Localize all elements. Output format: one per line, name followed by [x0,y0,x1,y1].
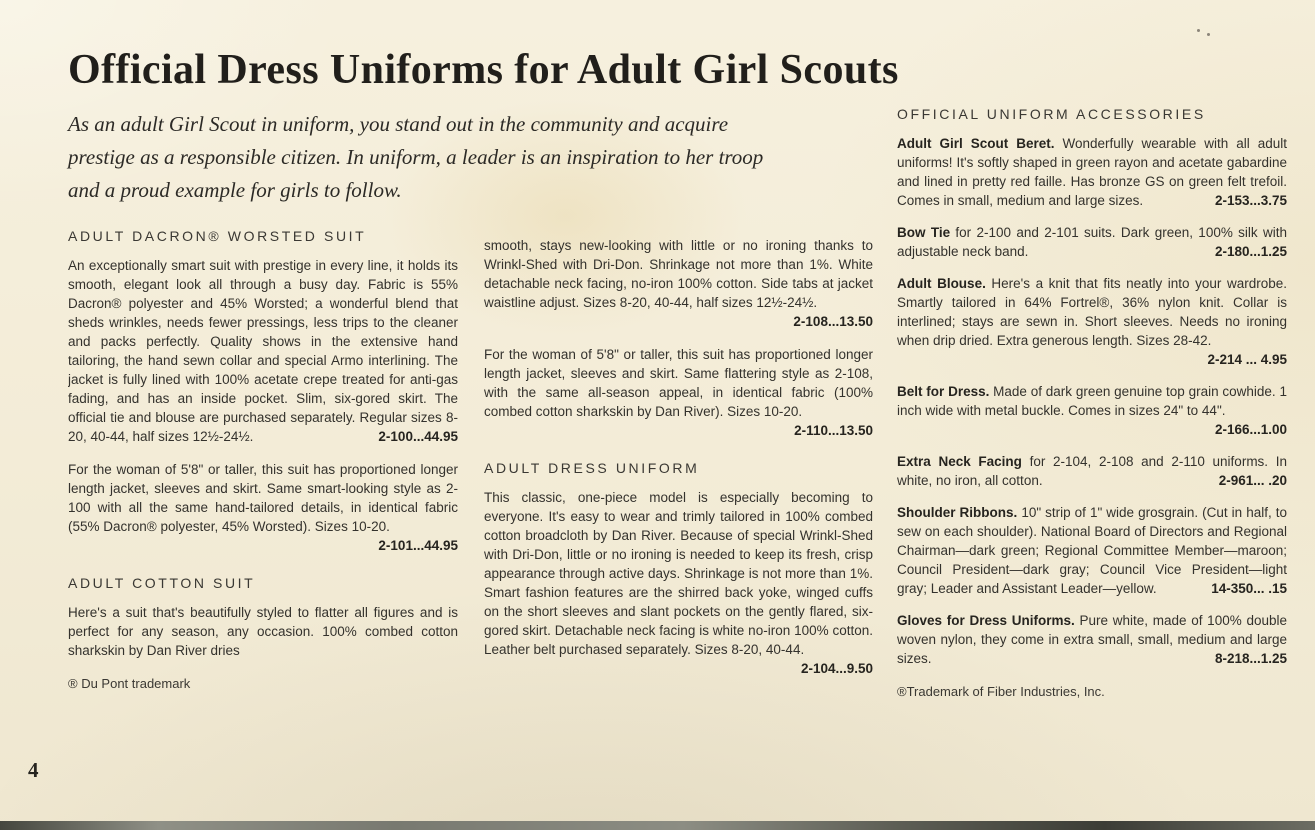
paragraph-text: For the woman of 5'8" or taller, this suit has proportioned longer length jacket, sleeves and skirt. Same flattering style as 2-108, with the same all-season appeal, in identical fabric (100% combed cotton sharkskin by Dan River). Sizes 10-20. [484,347,873,419]
paragraph-dress-uniform [484,488,873,678]
intro-paragraph: As an adult Girl Scout in uniform, you stand out in the community and acquire prestige as a responsible citizen. In uniform, a leader is an inspiration to her troop and a proud example for girls to follow. [68,112,764,202]
item-lead: Adult Blouse. [897,276,986,291]
paragraph-dacron-suit-tall [68,460,458,555]
paragraph-text: For the woman of 5'8" or taller, this suit has proportioned longer length jacket, sleeves and skirt. Same smart-looking style as 2-100 with all the same hand-tailored details, in identical fabric (55% Dacron® polyester, 45% Worsted). Sizes 10-20. [68,462,458,534]
item-body: for 2-100 and 2-101 suits. Dark green, 100% silk with adjustable neck band. [897,225,1287,259]
accessory-item-gloves [897,611,1287,668]
item-body: Here's a knit that fits neatly into your wardrobe. Smartly tailored in 64% Fortrel®, 36% nylon knit. Collar is interlined; stays are sewn in. Short sleeves. Needs no ironing when drip dried. Extra generous length. Sizes 28-42. [897,276,1287,348]
accessory-item-belt-for-dress [897,382,1287,439]
paragraph-text: This classic, one-piece model is especially becoming to everyone. It's easy to wear and trimly tailored in 100% combed cotton broadcloth by Dan River. Because of special Wrinkl-Shed with Dri-Don, little or no ironing is needed to keep its fresh, crisp appearance through active days. Shrinkage is not more than 1%. Smart fashion features are the shirred back yoke, winged cuffs on the short sleeves and slant pockets on the gently flared, six-gored skirt. Detachable neck facing is white no-iron 100% cotton. Leather belt purchased separately. Sizes 8-20, 40-44. [484,490,873,657]
item-body: Made of dark green genuine top grain cowhide. 1 inch wide with metal buckle. Comes in sizes 24" to 44". [897,384,1287,418]
scan-speck [1197,29,1200,32]
page-number: 4 [28,758,39,782]
item-body: Wonderfully wearable with all adult uniforms! It's softly shaped in green rayon and acetate gabardine and lined in pretty red faille. Has bronze GS on green felt trefoil. Comes in small, medium and large sizes. [897,136,1287,208]
paragraph-text: smooth, stays new-looking with little or no ironing thanks to Wrinkl-Shed with Dri-Don. Shrinkage not more than 1%. White detachable neck facing, no-iron 100% cotton. Side tabs at jacket waistline adjust. Sizes 8-20, 40-44, half sizes 12½-24½. [484,238,873,310]
item-body: 10" strip of 1" wide grosgrain. (Cut in half, to sew on each shoulder). National Board of Directors and Regional Chairman—dark green; Regional Committee Member—maroon; Council President—dark gray; Council Vice President—light gray; Leader and Assistant Leader—yellow. [897,505,1287,596]
price-code-2-214: 2-214 ... 4.95 [1207,352,1287,367]
accessory-item-bow-tie [897,223,1287,261]
price-code-8-218: 8-218...1.25 [1214,651,1287,666]
item-lead: Gloves for Dress Uniforms. [897,613,1075,628]
price-code-2-166: 2-166...1.00 [1214,422,1287,437]
section-heading-adult-cotton-suit: ADULT COTTON SUIT [68,575,256,591]
accessory-item-shoulder-ribbons [897,503,1287,598]
price-code-2-108: 2-108...13.50 [793,314,873,329]
price-code-2-110: 2-110...13.50 [794,423,873,438]
item-lead: Bow Tie [897,225,951,240]
price-code-14-350: 14-350... .15 [1211,581,1287,596]
paragraph-dacron-suit [68,256,458,446]
paragraph-cotton-suit-tall [484,345,873,440]
price-code-2-101: 2-101...44.95 [378,538,458,553]
item-lead: Shoulder Ribbons. [897,505,1018,520]
page-bottom-edge [0,821,1315,830]
paragraph-text: Here's a suit that's beautifully styled to flatter all figures and is perfect for any season, any occasion. 100% combed cotton sharkskin by Dan River dries [68,605,458,658]
paragraph-text: An exceptionally smart suit with prestige in every line, it holds its smooth, elegant look all through a busy day. Fabric is 55% Dacron® polyester and 45% Worsted; a wonderful blend that sheds wrinkles, needs fewer pressings, less trips to the cleaner and packs perfectly. Quality shows in the extensive hand tailoring, the hand sewn collar and special Armo interlining. The jacket is fully lined with 100% acetate crepe treated for anti-gas fading, and has an inside pocket. Slim, six-gored skirt. The official tie and blouse are purchased separately. Regular sizes 8-20, 40-44, half sizes 12½-24½. [68,258,458,444]
section-heading-adult-dacron-worsted-suit: ADULT DACRON® WORSTED SUIT [68,228,367,244]
scan-speck [1207,33,1210,36]
price-code-2-104: 2-104...9.50 [800,661,873,676]
item-body: Pure white, made of 100% double woven nylon, they come in extra small, small, medium and large sizes. [897,613,1287,666]
item-body: for 2-104, 2-108 and 2-110 uniforms. In white, no iron, all cotton. [897,454,1287,488]
column-suits-left [68,228,458,706]
accessory-item-beret [897,134,1287,210]
item-lead: Extra Neck Facing [897,454,1022,469]
footnote-fiber-industries-trademark: ®Trademark of Fiber Industries, Inc. [897,684,1105,699]
item-lead: Adult Girl Scout Beret. [897,136,1055,151]
accessory-item-extra-neck-facing [897,452,1287,490]
item-lead: Belt for Dress. [897,384,990,399]
column-accessories [897,106,1287,714]
column-suits-middle [484,236,873,692]
price-code-2-961: 2-961... .20 [1218,473,1287,488]
page-title: Official Dress Uniforms for Adult Girl Scouts [68,47,899,93]
paragraph-cotton-suit [68,603,458,660]
price-code-2-180: 2-180...1.25 [1214,244,1287,259]
footnote-dupont-trademark: ® Du Pont trademark [68,676,191,691]
price-code-2-100: 2-100...44.95 [378,429,458,444]
section-heading-adult-dress-uniform: ADULT DRESS UNIFORM [484,460,700,476]
accessory-item-adult-blouse [897,274,1287,369]
paragraph-cotton-suit-continued [484,236,873,331]
section-heading-official-uniform-accessories: OFFICIAL UNIFORM ACCESSORIES [897,106,1206,122]
price-code-2-153: 2-153...3.75 [1214,193,1287,208]
